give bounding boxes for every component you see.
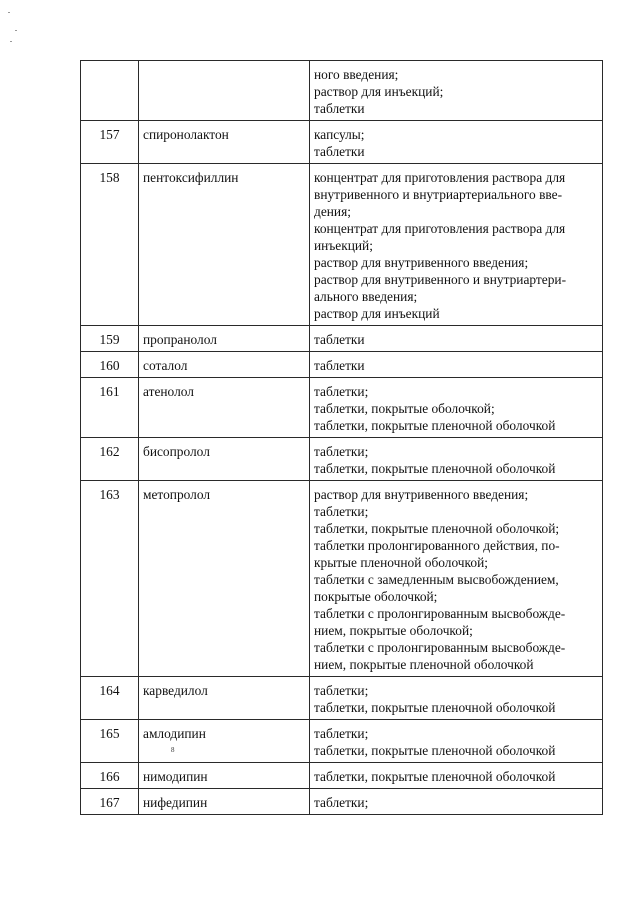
dosage-form: раствор для инъекций;: [314, 84, 444, 99]
row-number: 161: [81, 378, 139, 438]
drug-name-cell: [139, 481, 310, 677]
drug-name: атенолол: [143, 384, 194, 399]
row-number: 165: [81, 720, 139, 763]
dosage-form: таблетки: [314, 332, 365, 347]
row-number: 162: [81, 438, 139, 481]
scan-specks: [6, 8, 26, 48]
dosage-forms-cell: [310, 438, 603, 481]
drug-name: нимодипин: [143, 769, 208, 784]
dosage-form: ального введения;: [314, 289, 418, 304]
table-row: [81, 164, 603, 326]
dosage-form: таблетки, покрытые пленочной оболочкой: [314, 418, 556, 433]
table-row: [81, 121, 603, 164]
dosage-forms-cell: [310, 164, 603, 326]
table-row: [81, 481, 603, 677]
dosage-form: концентрат для приготовления раствора для: [314, 221, 566, 236]
row-number: 163: [81, 481, 139, 677]
dosage-form: таблетки;: [314, 683, 369, 698]
drug-name-cell: [139, 326, 310, 352]
dosage-forms-cell: [310, 763, 603, 789]
row-number: 167: [81, 789, 139, 815]
table-row: [81, 677, 603, 720]
dosage-form: дения;: [314, 204, 351, 219]
dosage-form: таблетки с пролонгированным высвобожде-: [314, 606, 566, 621]
drug-name: пентоксифиллин: [143, 170, 239, 185]
dosage-form: таблетки, покрытые пленочной оболочкой: [314, 743, 556, 758]
table-row: [81, 352, 603, 378]
dosage-form: раствор для внутривенного и внутриартери-: [314, 272, 567, 287]
table-row: [81, 61, 603, 121]
dosage-forms-cell: [310, 789, 603, 815]
dosage-forms-cell: [310, 61, 603, 121]
dosage-form: таблетки;: [314, 726, 369, 741]
dosage-form: таблетки;: [314, 504, 369, 519]
drug-name-cell: [139, 352, 310, 378]
drug-name-cell: [139, 164, 310, 326]
drug-table: [80, 60, 603, 815]
dosage-form: таблетки;: [314, 795, 369, 810]
drug-name-cell: [139, 789, 310, 815]
drug-name: нифедипин: [143, 795, 208, 810]
dosage-form: таблетки, покрытые пленочной оболочкой;: [314, 521, 560, 536]
table-row: [81, 763, 603, 789]
dosage-forms-cell: [310, 481, 603, 677]
dosage-form: таблетки с замедленным высвобождением,: [314, 572, 559, 587]
row-number: 157: [81, 121, 139, 164]
dosage-form: нием, покрытые пленочной оболочкой: [314, 657, 534, 672]
dosage-form: инъекций;: [314, 238, 373, 253]
dosage-forms-cell: [310, 121, 603, 164]
drug-name-cell: [139, 677, 310, 720]
drug-name-cell: [139, 121, 310, 164]
dosage-forms-cell: [310, 352, 603, 378]
dosage-form: таблетки;: [314, 384, 369, 399]
dosage-form: внутривенного и внутриартериального вве-: [314, 187, 563, 202]
row-number: [81, 61, 139, 121]
table-row: [81, 789, 603, 815]
row-number: 164: [81, 677, 139, 720]
dosage-forms-cell: [310, 326, 603, 352]
drug-name: карведилол: [143, 683, 208, 698]
drug-table-body: [81, 61, 603, 815]
drug-name: соталол: [143, 358, 188, 373]
dosage-form: таблетки, покрытые пленочной оболочкой: [314, 461, 556, 476]
dosage-form: таблетки, покрытые оболочкой;: [314, 401, 495, 416]
dosage-form: таблетки, покрытые пленочной оболочкой: [314, 769, 556, 784]
dosage-form: раствор для внутривенного введения;: [314, 487, 529, 502]
dosage-form: покрытые оболочкой;: [314, 589, 438, 604]
dosage-form: концентрат для приготовления раствора для: [314, 170, 566, 185]
dosage-form: крытые пленочной оболочкой;: [314, 555, 488, 570]
drug-name: амлодипин: [143, 726, 206, 741]
drug-name: бисопролол: [143, 444, 210, 459]
drug-name-cell: [139, 61, 310, 121]
drug-name: метопролол: [143, 487, 211, 502]
drug-name: спиронолактон: [143, 127, 229, 142]
drug-name-cell: [139, 720, 310, 763]
dosage-forms-cell: [310, 677, 603, 720]
row-number: 166: [81, 763, 139, 789]
table-row: [81, 378, 603, 438]
dosage-form: таблетки пролонгированного действия, по-: [314, 538, 560, 553]
drug-name-cell: [139, 438, 310, 481]
dosage-form: нием, покрытые оболочкой;: [314, 623, 473, 638]
dosage-form: ного введения;: [314, 67, 399, 82]
row-number: 159: [81, 326, 139, 352]
dosage-form: раствор для инъекций: [314, 306, 440, 321]
handwritten-mark: 8: [171, 746, 175, 754]
dosage-form: таблетки, покрытые пленочной оболочкой: [314, 700, 556, 715]
drug-name-cell: [139, 378, 310, 438]
dosage-form: таблетки;: [314, 444, 369, 459]
row-number: 160: [81, 352, 139, 378]
dosage-forms-cell: [310, 720, 603, 763]
row-number: 158: [81, 164, 139, 326]
dosage-form: таблетки: [314, 144, 365, 159]
dosage-forms-cell: [310, 378, 603, 438]
drug-name-cell: [139, 763, 310, 789]
table-row: [81, 326, 603, 352]
dosage-form: капсулы;: [314, 127, 365, 142]
dosage-form: таблетки: [314, 358, 365, 373]
dosage-form: таблетки с пролонгированным высвобожде-: [314, 640, 566, 655]
drug-name: пропранолол: [143, 332, 217, 347]
dosage-form: раствор для внутривенного введения;: [314, 255, 529, 270]
dosage-form: таблетки: [314, 101, 365, 116]
table-row: [81, 438, 603, 481]
table-row: [81, 720, 603, 763]
